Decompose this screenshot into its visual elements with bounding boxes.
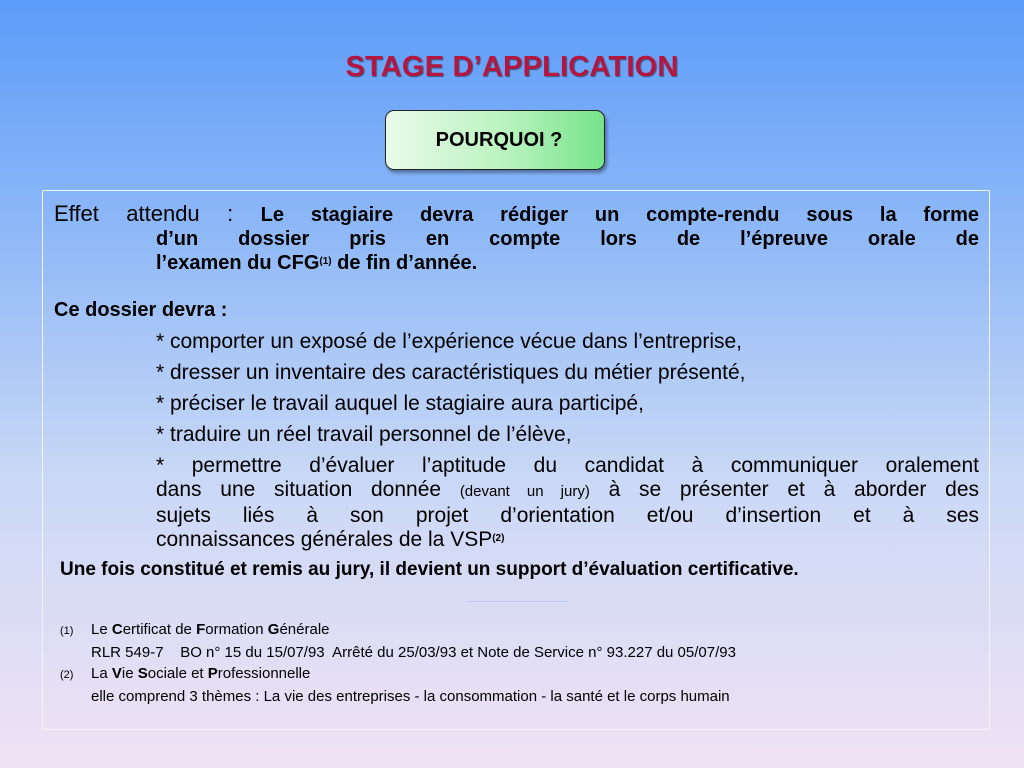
effet-line3-b: de fin d’année. <box>331 252 478 274</box>
fn1-rest-3: énérale <box>279 621 330 638</box>
effet-lead: Effet attendu : <box>54 201 261 226</box>
fn2-initial-p: P <box>207 665 218 682</box>
fn2-rest-2: ociale et <box>147 665 208 682</box>
devant-jury-note: (devant un jury) <box>459 483 590 500</box>
fn1-rest-2: ormation <box>205 621 268 638</box>
last-bullet-line-4 <box>156 528 979 552</box>
last-bullet-line4-a: connaissances générales de la VSP <box>156 528 493 551</box>
footnote-2-line-2: elle comprend 3 thèmes : La vie des entreprises - la consommation - la santé et le corps humain <box>91 688 730 705</box>
fn2-rest-1: ie <box>121 665 138 682</box>
effet-line-3 <box>54 251 979 275</box>
footnote-1-line-2: RLR 549-7 BO n° 15 du 15/07/93 Arrêté du 25/03/93 et Note de Service n° 93.227 du 05/07/93 <box>91 644 736 661</box>
bullet-item: * comporter un exposé de l’expérience vécue dans l’entreprise, <box>156 330 743 353</box>
fn2-prefix: La <box>91 665 112 682</box>
bullet-item-last <box>156 454 979 552</box>
footnote-ref-2: (2) <box>492 533 505 544</box>
footnote-1-line-1 <box>91 619 330 641</box>
effet-line1-bold: Le stagiaire devra rédiger un compte-rendu sous la forme <box>260 204 979 226</box>
fn1-rest-1: ertificat de <box>122 621 197 638</box>
footnote-number-1: (1) <box>60 625 74 637</box>
effet-line-1 <box>54 202 979 227</box>
fn1-initial-g: G <box>267 621 280 638</box>
footnote-ref-1: (1) <box>319 256 332 267</box>
bullet-item: * préciser le travail auquel le stagiaire aura participé, <box>156 392 644 415</box>
last-bullet-line2-b: à se présenter et à aborder des <box>589 478 979 501</box>
fn1-initial-f: F <box>196 621 206 638</box>
effet-line3-a: l’examen du CFG <box>156 252 320 274</box>
conclusion-text: Une fois constitué et remis au jury, il devient un support d’évaluation certificative. <box>60 559 799 580</box>
footnote-number-2: (2) <box>60 669 74 681</box>
fn2-rest-3: rofessionnelle <box>217 665 311 682</box>
fn2-initial-s: S <box>137 665 148 682</box>
pourquoi-box <box>385 110 605 170</box>
footnote-separator <box>468 601 568 602</box>
fn2-initial-v: V <box>111 665 122 682</box>
bullet-item: * traduire un réel travail personnel de l’élève, <box>156 423 572 446</box>
last-bullet-line2-a: dans une situation donnée <box>156 478 460 501</box>
footnote-2-line-1 <box>91 663 310 685</box>
last-bullet-line-2 <box>156 478 979 504</box>
bullet-item: * dresser un inventaire des caractéristiques du métier présenté, <box>156 361 746 384</box>
fn1-initial-c: C <box>111 621 123 638</box>
slide-title: STAGE D’APPLICATION <box>345 51 679 83</box>
last-bullet-line-1: * permettre d’évaluer l’aptitude du candidat à communiquer oralement <box>156 454 979 477</box>
pourquoi-label: POURQUOI ? <box>435 128 563 151</box>
last-bullet-line-3: sujets liés à son projet d’orientation et/ou d’insertion et à ses <box>156 504 979 527</box>
effet-line-2: d’un dossier pris en compte lors de l’épreuve orale de <box>156 228 979 250</box>
effet-paragraph <box>54 202 979 275</box>
content-box <box>42 190 990 730</box>
fn1-prefix: Le <box>91 621 112 638</box>
dossier-heading: Ce dossier devra : <box>54 299 228 321</box>
